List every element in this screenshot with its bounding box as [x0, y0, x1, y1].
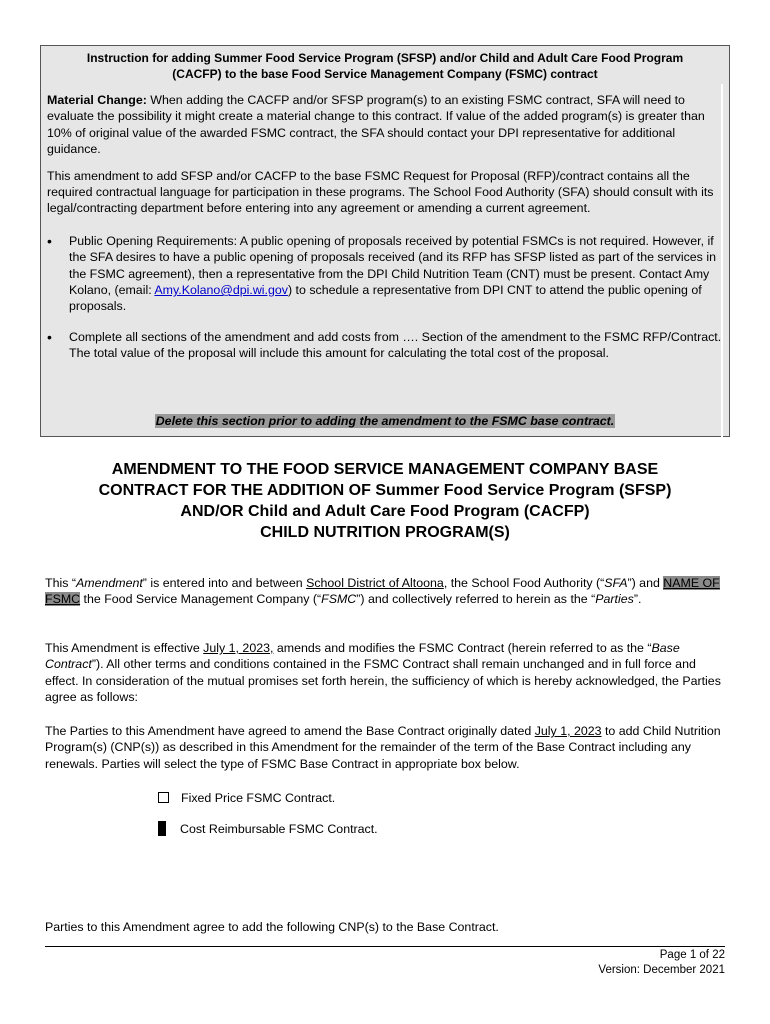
bullet-dot-icon: • — [47, 232, 52, 249]
checked-box-icon[interactable] — [158, 821, 166, 836]
material-change-paragraph — [47, 92, 723, 158]
sfa-name-field: School District of Altoona — [306, 576, 444, 590]
amendment-purpose-paragraph: This amendment to add SFSP and/or CACFP to the base FSMC Request for Proposal (RFP)/contract contains all the required contractual language for participation in these programs. The School Food Authority (SFA) should consult with its legal/contracting department before entering into any agreement or amending a current agreement. — [47, 168, 714, 216]
cost-reimbursable-option[interactable] — [158, 821, 378, 837]
document-title — [40, 459, 730, 543]
fsmc-name-field[interactable]: NAME OF FSMC — [45, 576, 720, 607]
title-line-1: AMENDMENT TO THE FOOD SERVICE MANAGEMENT COMPANY BASE — [111, 461, 659, 478]
material-change-label: Material Change: — [47, 93, 147, 107]
fixed-price-label: Fixed Price FSMC Contract. — [181, 791, 336, 805]
page-footer — [598, 948, 725, 978]
delete-note-text: Delete this section prior to adding the amendment to the FSMC base contract. — [155, 414, 615, 428]
cnp-paragraph: Parties to this Amendment agree to add the following CNP(s) to the Base Contract. — [45, 920, 499, 934]
bullet2-text: Complete all sections of the amendment and add costs from …. Section of the amendment to the FSMC RFP/Contract. The total value of the proposal will include this amount for calculating the total cost of the proposal. — [69, 329, 722, 361]
bullet1-text-after: ) to schedule a representative from DPI CNT to attend the public opening of proposals. — [69, 283, 702, 314]
original-date-field: July 1, 2023 — [534, 724, 602, 738]
effective-date-paragraph: This Amendment is effective July 1, 2023, amends and modifies the FSMC Contract (herein referred to as the “Base Contract”). All other terms and conditions contained in the FSMC Contract shall remain unchanged and in full force and effect. In consideration of the mutual promises set forth herein, the sufficiency of which is hereby acknowledged, the Parties agree as follows: — [45, 641, 721, 705]
bullet-complete-sections — [47, 329, 723, 362]
version-label: Version: December 2021 — [598, 964, 725, 976]
parties-paragraph: This “Amendment” is entered into and between School District of Altoona, the School Food Authority (“SFA”) and NAME OF FSMC the Food Service Management Company (“FSMC”) and collectively referred to herein as the “Parties”. — [45, 576, 720, 607]
base-contract-paragraph: The Parties to this Amendment have agreed to amend the Base Contract originally dated July 1, 2023 to add Child Nutrition Program(s) (CNP(s)) as described in this Amendment for the remainder of the term of the Base Contract including any renewals. Parties will select the type of FSMC Base Contract in appropriate box below. — [45, 724, 721, 771]
delete-note — [41, 412, 729, 430]
unchecked-box-icon[interactable] — [158, 792, 169, 803]
bullet-dot-icon: • — [47, 328, 52, 345]
instruction-bullets — [47, 233, 723, 362]
cost-reimbursable-label: Cost Reimbursable FSMC Contract. — [180, 822, 378, 836]
footer-divider — [45, 946, 725, 947]
instruction-title: Instruction for adding Summer Food Service Program (SFSP) and/or Child and Adult Care Food Program (CACFP) to the base Food Service Management Company (FSMC) contract — [86, 51, 684, 81]
email-link[interactable]: Amy.Kolano@dpi.wi.gov — [154, 283, 288, 298]
effective-date-field: July 1, 2023, — [203, 641, 274, 655]
title-line-3: AND/OR Child and Adult Care Food Program (CACFP) — [180, 503, 590, 520]
bullet-public-opening — [47, 233, 723, 315]
fixed-price-option[interactable] — [158, 790, 335, 806]
title-line-4: CHILD NUTRITION PROGRAM(S) — [260, 524, 510, 541]
material-change-text: When adding the CACFP and/or SFSP program(s) to an existing FSMC contract, SFA will need to evaluate the possibility it might create a material change to this contract. If value of the added program(s) is greater than 10% of original value of the awarded FSMC contract, the SFA should contact your DPI representative for additional guidance. — [47, 93, 705, 157]
instruction-box — [40, 45, 730, 437]
bullet1-text: Public Opening Requirements: A public opening of proposals received by potential FSMCs is not required. However, if the SFA desires to have a public opening of proposals received (and its RFP has SFSP listed as part of the services in the FSMC agreement), then a representative from the DPI Child Nutrition Team (CNT) must be present. Contact Amy Kolano, (email: — [69, 233, 716, 298]
title-line-2: CONTRACT FOR THE ADDITION OF Summer Food Service Program (SFSP) — [98, 482, 672, 499]
page-number: Page 1 of 22 — [659, 949, 725, 961]
amendment-term: Amendment — [75, 576, 143, 590]
